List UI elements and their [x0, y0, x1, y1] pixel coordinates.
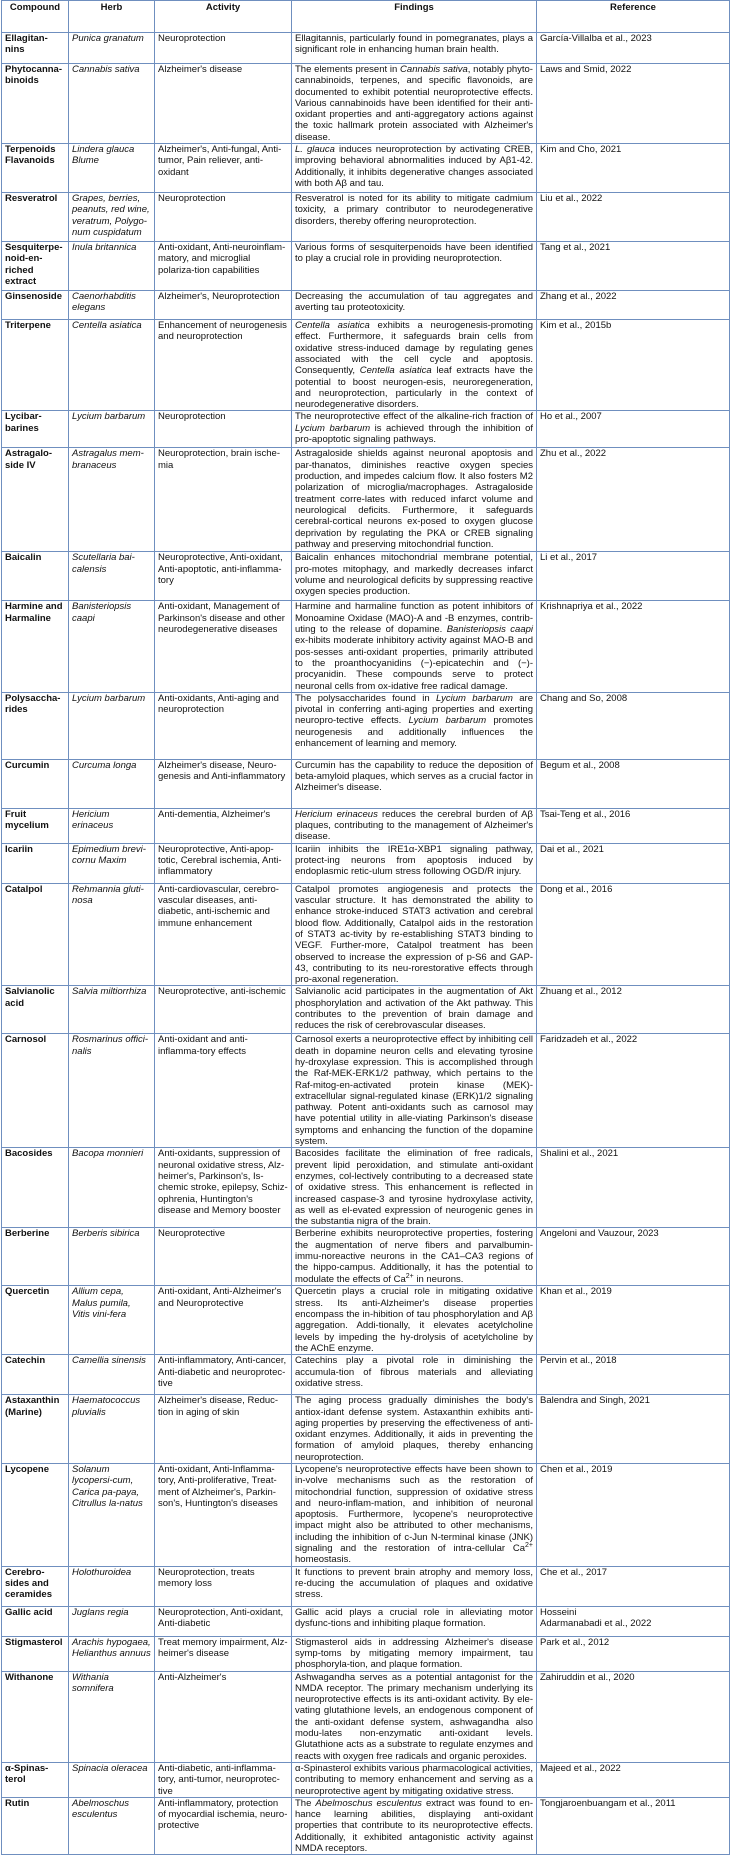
cell-reference: Ho et al., 2007 [537, 411, 730, 448]
cell-reference: Krishnapriya et al., 2022 [537, 601, 730, 692]
cell-herb: Punica granatum [69, 33, 155, 64]
cell-findings: Centella asiatica exhibits a neurogenesis-promoting effect. Furthermore, it safeguards brain cells from oxidative stress-induced damage by regulating genes associated with the cell cycle and apoptosis. Consequently, Centella asiatica leaf extracts have the potential to boost neurogen-esis, neuroregeneration, and neuroprotection, particularly in the context of neurodegenerative disorders. [292, 320, 537, 411]
cell-reference: Park et al., 2012 [537, 1636, 730, 1671]
cell-activity: Anti-inflammatory, protection of myocardial ischemia, neuro-protective [155, 1797, 292, 1854]
cell-reference: Khan et al., 2019 [537, 1286, 730, 1355]
cell-reference: Li et al., 2017 [537, 552, 730, 601]
cell-findings: Catalpol promotes angiogenesis and protects the vascular structure. It has demonstrated the ability to enhance stroke-induced STAT3 activation and cerebral blood flow. Additionally, Catalpol aids in the restoration of STAT3 ac-tivity by re-establishing STAT3 binding to VEGF. Further-more, Catalpol treatment has been observed to increase the expression of p-S6 and GAP-43, contributing to its neu-rorestorative effects through pro-axonal regeneration. [292, 883, 537, 986]
cell-compound: Catechin [2, 1355, 69, 1395]
cell-reference: Majeed et al., 2022 [537, 1762, 730, 1797]
cell-reference: Zahiruddin et al., 2020 [537, 1671, 730, 1762]
cell-herb: Camellia sinensis [69, 1355, 155, 1395]
table-row [2, 1148, 730, 1228]
cell-reference: García-Villalba et al., 2023 [537, 33, 730, 64]
cell-compound: Sesquiterpe- noid-en- riched extract [2, 242, 69, 291]
cell-herb: Allium cepa, Malus pumila, Vitis vini-fera [69, 1286, 155, 1355]
cell-compound: Quercetin [2, 1286, 69, 1355]
cell-findings: Quercetin plays a crucial role in mitigating oxidative stress. Its anti-Alzheimer's disease properties encompass the in-hibition of tau phosphorylation and Aβ aggregation. Addi-tionally, it elevates acetylcholine levels by impeding the hy-drolysis of acetylcholine by the AChE enzyme. [292, 1286, 537, 1355]
cell-findings: Lycopene's neuroprotective effects have been shown to in-volve mechanisms such as the restoration of mitochondrial function, suppression of oxidative stress and neuro-inflam-mation, and inhibition of neuronal apoptosis. Furthermore, lycopene's neuroprotective impact might also be attributed to other mechanisms, including the inhibition of c-Jun N-terminal kinase (JNK) signaling and the restoration of intra-cellular $Ca^{2+}$ homeostasis. [292, 1464, 537, 1567]
cell-activity: Neuroprotection [155, 411, 292, 448]
cell-findings: It functions to prevent brain atrophy and memory loss, re-ducing the accumulation of plaques and oxidative stress. [292, 1566, 537, 1606]
cell-compound: Lycopene [2, 1464, 69, 1567]
cell-findings: Catechins play a pivotal role in diminishing the accumula-tion of fibrous materials and alleviating oxidative stress. [292, 1355, 537, 1395]
cell-compound: Baicalin [2, 552, 69, 601]
cell-findings: The elements present in Cannabis sativa, notably phyto-cannabinoids, terpenes, and specific flavonoids, are documented to exhibit potential neuroprotective effects. Various cannabinoids have been identified for their anti-oxidant properties and anti-aggregatory actions against the toxic hallmark protein associated with Alzheimer's disease. [292, 64, 537, 144]
table-row [2, 33, 730, 64]
cell-reference: Shalini et al., 2021 [537, 1148, 730, 1228]
cell-reference: Angeloni and Vauzour, 2023 [537, 1228, 730, 1286]
cell-activity: Anti-diabetic, anti-inflamma-tory, anti-tumor, neuroprotec-tive [155, 1762, 292, 1797]
herbal-compounds-table [1, 0, 730, 1855]
cell-compound: Catalpol [2, 883, 69, 986]
cell-herb: Lindera glauca Blume [69, 144, 155, 193]
cell-findings: The polysaccharides found in Lycium barbarum are pivotal in conferring anti-aging properties and exerting neuropro-tective effects. Lycium barbarum promotes neurogenesis and additionally influences the enhancement of learning and memory. [292, 692, 537, 759]
cell-compound: Resveratrol [2, 193, 69, 242]
cell-compound: Rutin [2, 1797, 69, 1854]
cell-activity: Anti-oxidant, Anti-neuroinflam-matory, and microglial polariza-tion capabilities [155, 242, 292, 291]
cell-herb: Arachis hypogaea, Helianthus annuus [69, 1636, 155, 1671]
cell-herb: Epimedium brevi- cornu Maxim [69, 843, 155, 883]
cell-reference: Hosseini Adarmanabadi et al., 2022 [537, 1606, 730, 1636]
cell-compound: α-Spinas- terol [2, 1762, 69, 1797]
cell-compound: Stigmasterol [2, 1636, 69, 1671]
cell-activity: Neuroprotective, anti-ischemic [155, 986, 292, 1034]
cell-herb: Withania somnifera [69, 1671, 155, 1762]
table-row [2, 144, 730, 193]
cell-reference: Zhu et al., 2022 [537, 448, 730, 552]
cell-compound: Salvianolic acid [2, 986, 69, 1034]
header-compound: Compound [2, 1, 69, 33]
cell-reference: Kim and Cho, 2021 [537, 144, 730, 193]
cell-activity: Anti-oxidants, suppression of neuronal oxidative stress, Alz-heimer's, Parkinson's, Is-chemic stroke, epilepsy, Schiz-ophrenia, Huntington's disease and Memory booster [155, 1148, 292, 1228]
cell-reference: Tsai-Teng et al., 2016 [537, 808, 730, 843]
cell-herb: Banisteriopsis caapi [69, 601, 155, 692]
cell-reference: Balendra and Singh, 2021 [537, 1395, 730, 1464]
cell-activity: Anti-Alzheimer's [155, 1671, 292, 1762]
cell-compound: Fruit mycelium [2, 808, 69, 843]
cell-reference: Chen et al., 2019 [537, 1464, 730, 1567]
cell-activity: Treat memory impairment, Alz-heimer's disease [155, 1636, 292, 1671]
cell-reference: Tongjaroenbuangam et al., 2011 [537, 1797, 730, 1854]
cell-activity: Anti-oxidants, Anti-aging and neuroprotection [155, 692, 292, 759]
cell-compound: Berberine [2, 1228, 69, 1286]
cell-activity: Alzheimer's disease, Reduc-tion in aging of skin [155, 1395, 292, 1464]
cell-reference: Begum et al., 2008 [537, 759, 730, 808]
cell-compound: Terpenoids Flavanoids [2, 144, 69, 193]
table-row [2, 883, 730, 986]
cell-activity: Anti-dementia, Alzheimer's [155, 808, 292, 843]
cell-herb: Astragalus mem- branaceus [69, 448, 155, 552]
table-row [2, 1762, 730, 1797]
cell-herb: Hericium erinaceus [69, 808, 155, 843]
cell-herb: Bacopa monnieri [69, 1148, 155, 1228]
cell-reference: Kim et al., 2015b [537, 320, 730, 411]
cell-activity: Neuroprotection [155, 33, 292, 64]
table-row [2, 1636, 730, 1671]
cell-compound: Icariin [2, 843, 69, 883]
cell-activity: Neuroprotective [155, 1228, 292, 1286]
cell-reference: Chang and So, 2008 [537, 692, 730, 759]
header-activity: Activity [155, 1, 292, 33]
table-row [2, 1395, 730, 1464]
cell-herb: Abelmoschus esculentus [69, 1797, 155, 1854]
table-row [2, 291, 730, 320]
cell-compound: Gallic acid [2, 1606, 69, 1636]
table-row [2, 986, 730, 1034]
cell-compound: Astaxanthin (Marine) [2, 1395, 69, 1464]
table-row [2, 1034, 730, 1148]
table-row [2, 692, 730, 759]
cell-activity: Alzheimer's disease [155, 64, 292, 144]
table-row [2, 320, 730, 411]
cell-herb: Caenorhabditis elegans [69, 291, 155, 320]
cell-compound: Curcumin [2, 759, 69, 808]
table-row [2, 1566, 730, 1606]
table-body [2, 33, 730, 1855]
cell-herb: Inula britannica [69, 242, 155, 291]
table-row [2, 552, 730, 601]
cell-findings: The Abelmoschus esculentus extract was found to en-hance learning abilities, displaying anti-oxidant properties that contribute to its neuroprotective effects. Additionally, it exhibited antagonistic activity against NMDA receptors. [292, 1797, 537, 1854]
table-row [2, 64, 730, 144]
cell-reference: Dai et al., 2021 [537, 843, 730, 883]
table-row [2, 1286, 730, 1355]
cell-reference: Dong et al., 2016 [537, 883, 730, 986]
cell-findings: The neuroprotective effect of the alkaline-rich fraction of Lycium barbarum is achieved through the inhibition of pro-apoptotic signaling pathways. [292, 411, 537, 448]
cell-reference: Tang et al., 2021 [537, 242, 730, 291]
cell-compound: Harmine and Harmaline [2, 601, 69, 692]
cell-findings: α-Spinasterol exhibits various pharmacological activities, contributing to memory enhancement and serving as a neuroprotective agent by mitigating oxidative stress. [292, 1762, 537, 1797]
header-reference: Reference [537, 1, 730, 33]
table-row [2, 242, 730, 291]
cell-activity: Alzheimer's, Neuroprotection [155, 291, 292, 320]
cell-herb: Solanum lycopersi-cum, Carica pa-paya, Citrullus la-natus [69, 1464, 155, 1567]
cell-herb: Rosmarinus offici- nalis [69, 1034, 155, 1148]
table-header [2, 1, 730, 33]
cell-findings: L. glauca induces neuroprotection by activating CREB, improving behavioral abnormalities induced by Aβ1-42. Additionally, it inhibits degenerative changes associated with both Aβ and tau. [292, 144, 537, 193]
cell-findings: Resveratrol is noted for its ability to mitigate cadmium toxicity, a primary contributor to neurodegenerative disorders, thereby offering neuroprotection. [292, 193, 537, 242]
cell-findings: Carnosol exerts a neuroprotective effect by inhibiting cell death in dopamine neuron cells and elevating tyrosine hy-droxylase expression. This is accomplished through the Raf-MEK-ERK1/2 pathway, which pertains to the Raf-mitog-en-activated protein kinase (MEK)-extracellular signal-regulated kinase (ERK)1/2 signaling pathway. Potent anti-oxidants such as carnosol may have potential utility in alle-viating Parkinson's disease symptoms and enhancing the function of the dopamine system. [292, 1034, 537, 1148]
cell-findings: Stigmasterol aids in addressing Alzheimer's disease symp-toms by mitigating memory impairment, tau phosphoryla-tion, and plaque formation. [292, 1636, 537, 1671]
cell-findings: Curcumin has the capability to reduce the deposition of beta-amyloid plaques, which serves as a crucial factor in Alzheimer's disease. [292, 759, 537, 808]
cell-findings: Berberine exhibits neuroprotective properties, fostering the augmentation of nerve fibers and parvalbumin-immu-noreactive neurons in the CA1–CA3 regions of the hippo-campus. Additionally, it has the potential to modulate the effects of $Ca^{2+}$ in neurons. [292, 1228, 537, 1286]
table-row [2, 193, 730, 242]
cell-compound: Ginsenoside [2, 291, 69, 320]
cell-reference: Faridzadeh et al., 2022 [537, 1034, 730, 1148]
cell-findings: Icariin inhibits the IRE1α-XBP1 signaling pathway, protect-ing neurons from apoptosis induced by endoplasmic retic-ulum stress following OGD/R injury. [292, 843, 537, 883]
cell-findings: Decreasing the accumulation of tau aggregates and averting tau proteotoxicity. [292, 291, 537, 320]
cell-findings: Baicalin enhances mitochondrial membrane potential, pro-motes mitophagy, and markedly decreases infarct volume and neurological deficits by suppressing reactive oxygen species production. [292, 552, 537, 601]
cell-activity: Alzheimer's disease, Neuro-genesis and Anti-inflammatory [155, 759, 292, 808]
table-row [2, 601, 730, 692]
table-row [2, 1355, 730, 1395]
cell-herb: Spinacia oleracea [69, 1762, 155, 1797]
header-row [2, 1, 730, 33]
cell-herb: Cannabis sativa [69, 64, 155, 144]
cell-findings: Ellagitannis, particularly found in pomegranates, plays a significant role in enhancing human brain health. [292, 33, 537, 64]
cell-reference: Laws and Smid, 2022 [537, 64, 730, 144]
table-row [2, 448, 730, 552]
cell-compound: Carnosol [2, 1034, 69, 1148]
table-row [2, 1797, 730, 1854]
cell-findings: Harmine and harmaline function as potent inhibitors of Monoamine Oxidase (MAO)-A and -B enzymes, contrib-uting to the release of dopamine. Banisteriopsis caapi ex-hibits moderate inhibitory activity against MAO-B and pos-sesses anti-oxidant properties, primarily attributed to the proanthocyanidins (−)-epicatechin and (−)-procyanidin. These compounds serve to protect neuronal cells from ox-idative free radical damage. [292, 601, 537, 692]
cell-herb: Centella asiatica [69, 320, 155, 411]
table-row [2, 411, 730, 448]
cell-findings: Astragaloside shields against neuronal apoptosis and par-thanatos, diminishes reactive oxygen species production, and impedes calcium flow. It also fosters M2 polarization of microglia/macrophages. Astragaloside treatment corre-lates with reduced infarct volume and neurological deficits. Furthermore, it safeguards cerebral-cortical neurons ex-posed to oxygen glucose deprivation by regulating the PKA or CREB signaling pathway and preserving mitochondrial function. [292, 448, 537, 552]
cell-herb: Lycium barbarum [69, 411, 155, 448]
table-row [2, 843, 730, 883]
cell-herb: Salvia miltiorrhiza [69, 986, 155, 1034]
cell-reference: Zhang et al., 2022 [537, 291, 730, 320]
cell-activity: Anti-oxidant, Anti-Alzheimer's and Neuroprotective [155, 1286, 292, 1355]
cell-findings: Bacosides facilitate the elimination of free radicals, prevent lipid peroxidation, and stimulate anti-oxidant enzymes, col-lectively contributing to a decreased state of oxidative stress. This enhancement is reflected in increased caspase-3 and tyrosine hydroxylase activity, as well as el-evated expression of neurogenic genes in the substantia nigra of the brain. [292, 1148, 537, 1228]
cell-herb: Curcuma longa [69, 759, 155, 808]
cell-compound: Cerebro- sides and ceramides [2, 1566, 69, 1606]
cell-compound: Ellagitan- nins [2, 33, 69, 64]
cell-activity: Anti-oxidant, Anti-Inflamma-tory, Anti-proliferative, Treat-ment of Alzheimer's, Parkin-son's, Huntington's diseases [155, 1464, 292, 1567]
cell-herb: Juglans regia [69, 1606, 155, 1636]
cell-findings: Hericium erinaceus reduces the cerebral burden of Aβ plaques, contributing to the management of Alzheimer's disease. [292, 808, 537, 843]
cell-compound: Withanone [2, 1671, 69, 1762]
cell-reference: Zhuang et al., 2012 [537, 986, 730, 1034]
cell-findings: Gallic acid plays a crucial role in alleviating motor dysfunc-tions and inhibiting plaque formation. [292, 1606, 537, 1636]
cell-compound: Phytocanna- binoids [2, 64, 69, 144]
table-row [2, 1464, 730, 1567]
cell-activity: Anti-oxidant, Management of Parkinson's disease and other neurodegenerative diseases [155, 601, 292, 692]
cell-compound: Polysaccha- rides [2, 692, 69, 759]
cell-findings: Ashwagandha serves as a potential antagonist for the NMDA receptor. The primary mechanism underlying its neuroprotective effects is its anti-oxidant activity. By ele-vating glutathione levels, an endogenous component of the anti-oxidant defense system, ashwagandha also modu-lates non-enzymatic anti-oxidant levels. Glutathione acts as a substrate to regulate enzymes and reacts with oxygen free radicals and organic peroxides. [292, 1671, 537, 1762]
cell-herb: Haematococcus pluvialis [69, 1395, 155, 1464]
cell-herb: Grapes, berries, peanuts, red wine, veratrum, Polygo-num cuspidatum [69, 193, 155, 242]
cell-reference: Liu et al., 2022 [537, 193, 730, 242]
cell-activity: Neuroprotection, brain ische-mia [155, 448, 292, 552]
header-findings: Findings [292, 1, 537, 33]
cell-herb: Holothuroidea [69, 1566, 155, 1606]
cell-compound: Triterpene [2, 320, 69, 411]
cell-reference: Pervin et al., 2018 [537, 1355, 730, 1395]
cell-compound: Bacosides [2, 1148, 69, 1228]
table-row [2, 1671, 730, 1762]
header-herb: Herb [69, 1, 155, 33]
table-row [2, 1606, 730, 1636]
cell-findings: The aging process gradually diminishes the body's antiox-idant defense system. Astaxanthin exhibits anti-aging properties by preserving the effectiveness of anti-oxidant enzymes. Additionally, it aids in preventing the formation of amyloid plaques, thereby enhancing neuroprotection. [292, 1395, 537, 1464]
cell-findings: Various forms of sesquiterpenoids have been identified to play a crucial role in providing neuroprotection. [292, 242, 537, 291]
table-row [2, 1228, 730, 1286]
cell-findings: Salvianolic acid participates in the augmentation of Akt phosphorylation and activation of the Akt pathway. This contributes to the prevention of brain damage and reduces the risk of cerebrovascular diseases. [292, 986, 537, 1034]
cell-reference: Che et al., 2017 [537, 1566, 730, 1606]
cell-activity: Alzheimer's, Anti-fungal, Anti-tumor, Pain reliever, anti-oxidant [155, 144, 292, 193]
cell-activity: Anti-inflammatory, Anti-cancer, Anti-diabetic and neuroprotec-tive [155, 1355, 292, 1395]
table-row [2, 759, 730, 808]
cell-activity: Neuroprotection, treats memory loss [155, 1566, 292, 1606]
cell-activity: Neuroprotection [155, 193, 292, 242]
cell-herb: Rehmannia gluti- nosa [69, 883, 155, 986]
cell-compound: Lycibar- barines [2, 411, 69, 448]
cell-herb: Berberis sibirica [69, 1228, 155, 1286]
cell-compound: Astragalo- side IV [2, 448, 69, 552]
cell-herb: Scutellaria bai- calensis [69, 552, 155, 601]
cell-activity: Anti-cardiovascular, cerebro-vascular diseases, anti-diabetic, anti-ischemic and immune enhancement [155, 883, 292, 986]
cell-activity: Neuroprotective, Anti-oxidant, Anti-apoptotic, anti-inflamma-tory [155, 552, 292, 601]
cell-activity: Neuroprotection, Anti-oxidant, Anti-diabetic [155, 1606, 292, 1636]
cell-activity: Neuroprotective, Anti-apop-totic, Cerebral ischemia, Anti-inflammatory [155, 843, 292, 883]
cell-activity: Anti-oxidant and anti-inflamma-tory effects [155, 1034, 292, 1148]
cell-activity: Enhancement of neurogenesis and neuroprotection [155, 320, 292, 411]
cell-herb: Lycium barbarum [69, 692, 155, 759]
table-row [2, 808, 730, 843]
